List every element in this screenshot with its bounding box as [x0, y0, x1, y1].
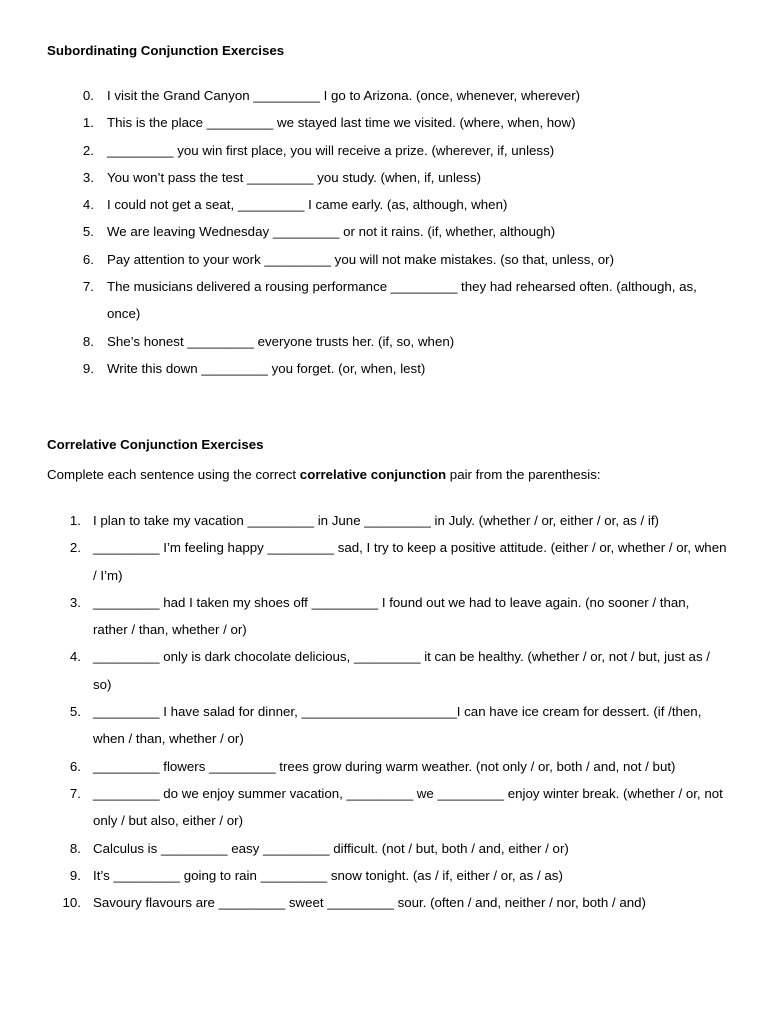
exercise-number: 8. [82, 333, 94, 349]
exercise-item [47, 643, 727, 698]
exercise-item [60, 273, 730, 328]
exercise-sentence: This is the place _________ we stayed last time we visited. (where, when, how) [107, 115, 576, 131]
exercise-item [60, 355, 730, 382]
exercise-item [47, 780, 727, 835]
exercise-number: 4. [82, 197, 94, 213]
correlative-exercise-list [47, 507, 727, 916]
exercise-number: 5. [82, 224, 94, 240]
exercise-sentence: It’s _________ going to rain _________ snow tonight. (as / if, either / or, as / as) [93, 867, 563, 883]
exercise-sentence: I could not get a seat, _________ I came early. (as, although, when) [107, 197, 508, 213]
exercise-sentence: Savoury flavours are _________ sweet _________ sour. (often / and, neither / nor, both / and) [93, 895, 646, 911]
exercise-number: 4. [69, 649, 81, 665]
exercise-number: 9. [69, 867, 81, 883]
exercise-item [47, 862, 727, 889]
exercise-item [47, 534, 727, 589]
exercise-number: 10. [62, 895, 81, 911]
exercise-sentence: _________ I have salad for dinner, _____________________I can have ice cream for dessert. (if /then, when / than, whether / or) [93, 704, 702, 747]
exercise-sentence: I visit the Grand Canyon _________ I go to Arizona. (once, whenever, wherever) [107, 88, 581, 103]
exercise-sentence: The musicians delivered a rousing performance _________ they had rehearsed often. (although, as, once) [107, 279, 697, 322]
instructions-bold-term: correlative conjunction [299, 467, 447, 482]
instructions-text-start: Complete each sentence using the correct [47, 467, 300, 482]
correlative-instructions [47, 467, 601, 482]
exercise-item [60, 82, 730, 109]
exercise-number: 5. [69, 704, 81, 720]
exercise-sentence: She’s honest _________ everyone trusts her. (if, so, when) [107, 333, 455, 349]
exercise-number: 8. [69, 840, 81, 856]
exercise-item [60, 109, 730, 136]
exercise-sentence: You won’t pass the test _________ you study. (when, if, unless) [107, 169, 482, 185]
exercise-number: 7. [82, 279, 94, 295]
exercise-number: 1. [82, 115, 94, 131]
exercise-item [60, 191, 730, 218]
exercise-item [47, 589, 727, 644]
exercise-number: 7. [69, 785, 81, 801]
exercise-sentence: _________ do we enjoy summer vacation, _________ we _________ enjoy winter break. (whether / or, not only / but also, either / or) [93, 785, 723, 829]
exercise-number: 3. [82, 169, 94, 185]
exercise-number: 6. [69, 758, 81, 774]
exercise-item [60, 137, 730, 164]
exercise-number: 2. [82, 142, 94, 158]
exercise-sentence: Write this down _________ you forget. (or, when, lest) [107, 360, 426, 376]
exercise-number: 0. [82, 88, 94, 103]
exercise-item [47, 889, 727, 916]
exercise-sentence: I plan to take my vacation _________ in June _________ in July. (whether / or, either / or, as / if) [93, 513, 659, 528]
exercise-number: 1. [69, 513, 81, 528]
instructions-text-end: pair from the parenthesis: [446, 467, 601, 482]
exercise-item [47, 835, 727, 862]
exercise-item [47, 753, 727, 780]
exercise-sentence: _________ only is dark chocolate delicious, _________ it can be healthy. (whether / or, not / but, just as / so) [93, 649, 710, 692]
exercise-number: 3. [69, 594, 81, 610]
subordinating-exercise-list [60, 82, 730, 382]
exercise-sentence: _________ you win first place, you will receive a prize. (wherever, if, unless) [107, 142, 555, 158]
exercise-item [47, 698, 727, 753]
exercise-item [47, 507, 727, 534]
exercise-item [60, 328, 730, 355]
exercise-number: 9. [82, 360, 94, 376]
exercise-item [60, 218, 730, 245]
exercise-item [60, 164, 730, 191]
exercise-number: 2. [69, 540, 81, 556]
subordinating-title: Subordinating Conjunction Exercises [47, 43, 285, 58]
exercise-sentence: Pay attention to your work _________ you will not make mistakes. (so that, unless, or) [107, 251, 615, 267]
correlative-title: Correlative Conjunction Exercises [47, 437, 264, 452]
exercise-sentence: _________ I’m feeling happy _________ sad, I try to keep a positive attitude. (either / or, whether / or, when / I’m) [93, 540, 727, 583]
exercise-item [60, 246, 730, 273]
exercise-sentence: Calculus is _________ easy _________ difficult. (not / but, both / and, either / or) [93, 840, 569, 856]
exercise-sentence: _________ flowers _________ trees grow during warm weather. (not only / or, both / and, not / but) [93, 758, 676, 774]
exercise-number: 6. [82, 251, 94, 267]
exercise-sentence: _________ had I taken my shoes off _________ I found out we had to leave again. (no sooner / than, rather / than, whether / or) [93, 594, 690, 638]
exercise-sentence: We are leaving Wednesday _________ or not it rains. (if, whether, although) [107, 224, 556, 240]
